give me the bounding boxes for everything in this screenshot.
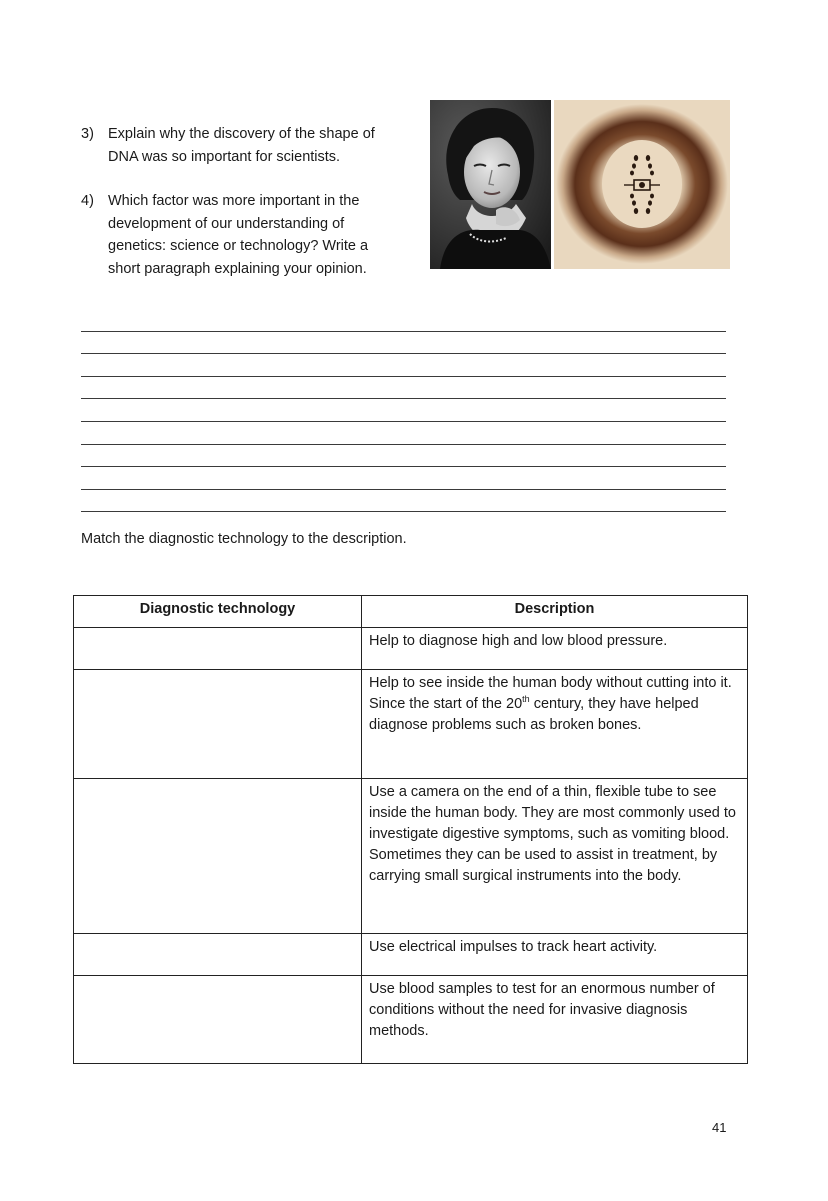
answer-line[interactable] bbox=[81, 377, 726, 400]
question-text: Explain why the discovery of the shape of DNA was so important for scientists. bbox=[108, 126, 375, 165]
ordinal-suffix: th bbox=[522, 694, 530, 705]
technology-answer-cell[interactable] bbox=[74, 779, 362, 934]
xray-diffraction-image bbox=[554, 100, 730, 269]
description-cell: Use electrical impulses to track heart activity. bbox=[362, 934, 748, 976]
column-header-description: Description bbox=[362, 596, 748, 628]
answer-line[interactable] bbox=[81, 490, 726, 513]
column-header-technology: Diagnostic technology bbox=[74, 596, 362, 628]
answer-line[interactable] bbox=[81, 354, 726, 377]
technology-answer-cell[interactable] bbox=[74, 628, 362, 670]
question-number: 4) bbox=[81, 193, 94, 209]
technology-answer-cell[interactable] bbox=[74, 976, 362, 1064]
answer-lines[interactable] bbox=[81, 309, 726, 512]
answer-line[interactable] bbox=[81, 309, 726, 332]
table-row bbox=[74, 934, 748, 976]
description-text: century, they have helped diagnose problems such as broken bones. bbox=[369, 696, 699, 733]
description-cell bbox=[362, 670, 748, 779]
description-text: Help to see inside the human body without cutting into it. Since the start of the 20 bbox=[369, 675, 732, 712]
answer-line[interactable] bbox=[81, 399, 726, 422]
table-row bbox=[74, 670, 748, 779]
page-number: 41 bbox=[712, 1120, 727, 1135]
technology-answer-cell[interactable] bbox=[74, 934, 362, 976]
question-number: 3) bbox=[81, 126, 94, 142]
table-row bbox=[74, 779, 748, 934]
table-header-row bbox=[74, 596, 748, 628]
description-cell: Use blood samples to test for an enormous number of conditions without the need for invasive diagnosis methods. bbox=[362, 976, 748, 1064]
description-cell: Help to diagnose high and low blood pressure. bbox=[362, 628, 748, 670]
technology-answer-cell[interactable] bbox=[74, 670, 362, 779]
answer-line[interactable] bbox=[81, 467, 726, 490]
dna-xray-photo bbox=[554, 100, 730, 269]
answer-line[interactable] bbox=[81, 422, 726, 445]
answer-line[interactable] bbox=[81, 332, 726, 355]
table-row bbox=[74, 976, 748, 1064]
matching-instruction: Match the diagnostic technology to the description. bbox=[81, 531, 407, 547]
portrait-image bbox=[430, 100, 551, 269]
description-cell: Use a camera on the end of a thin, flexible tube to see inside the human body. They are most commonly used to investigate digestive symptoms, such as vomiting blood. Sometimes they can be used to assist in treatment, by carrying small surgical instruments into the body. bbox=[362, 779, 748, 934]
table-row bbox=[74, 628, 748, 670]
question-3 bbox=[81, 123, 401, 168]
question-4 bbox=[81, 190, 401, 280]
portrait-photo bbox=[430, 100, 551, 269]
question-text: Which factor was more important in the development of our understanding of genetics: science or technology? Write a short paragraph explaining your opinion. bbox=[108, 193, 369, 277]
answer-line[interactable] bbox=[81, 445, 726, 468]
matching-table bbox=[73, 595, 748, 1064]
